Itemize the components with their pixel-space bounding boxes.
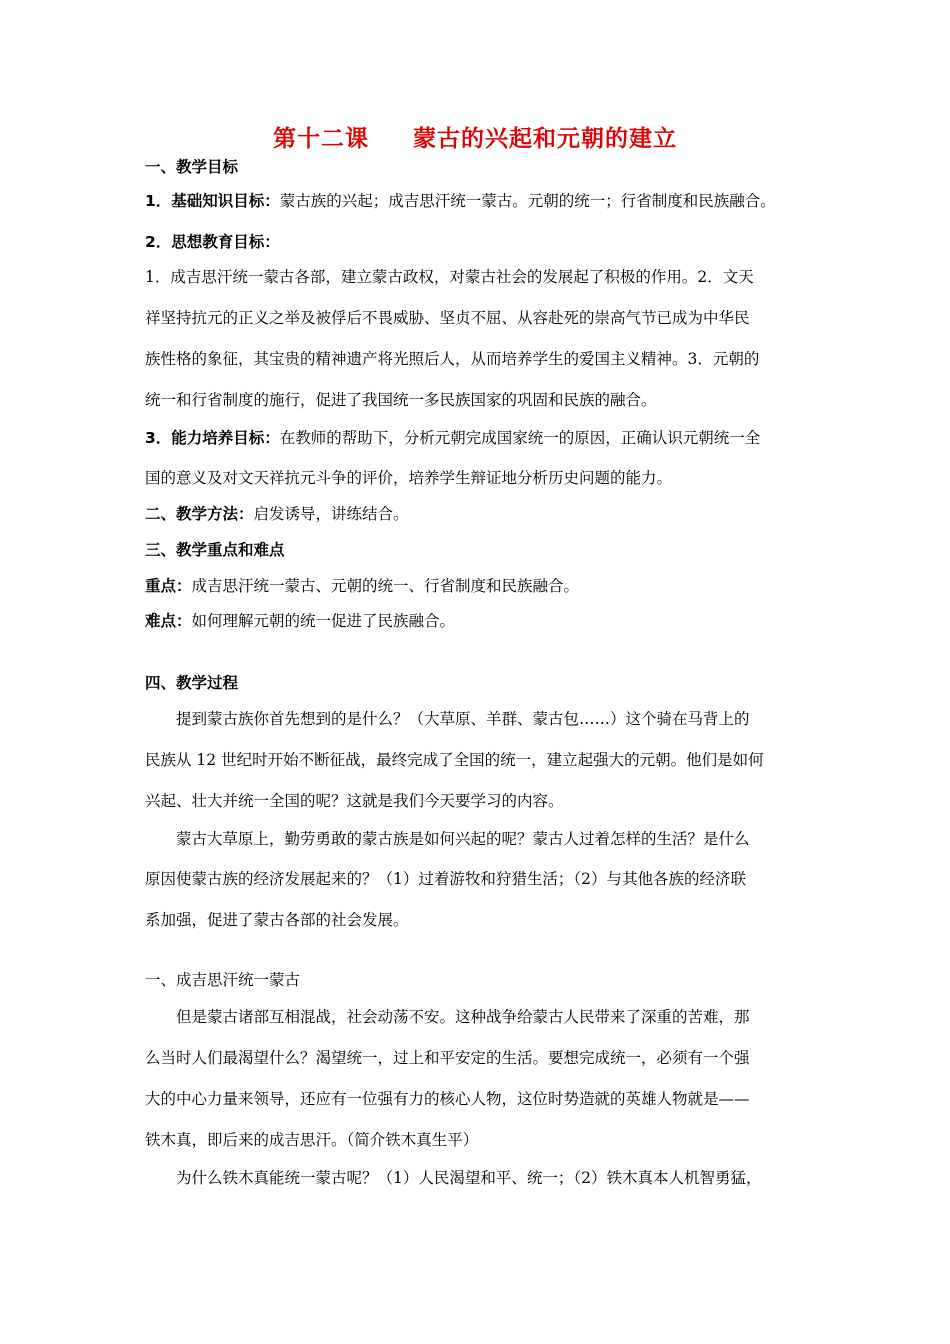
section-heading-keypoints: 三、教学重点和难点: [145, 541, 285, 559]
goal-label: 1．基础知识目标：: [145, 192, 280, 210]
key-text: 成吉思汗统一蒙古、元朝的统一、行省制度和民族融合。: [191, 577, 580, 595]
paragraph-line: 民族从 12 世纪时开始不断征战，最终完成了全国的统一，建立起强大的元朝。他们是如何: [145, 751, 764, 769]
section-methods: [145, 502, 409, 524]
section-text: 启发诱导，讲练结合。: [253, 505, 409, 523]
paragraph-line: 铁木真，即后来的成吉思汗。（简介铁木真生平）: [145, 1131, 479, 1149]
goal-ideology-label: 2．思想教育目标：: [145, 233, 280, 251]
paragraph-line: 国的意义及对文天祥抗元斗争的评价，培养学生辩证地分析历史问题的能力。: [145, 469, 673, 487]
subsection-heading: 一、成吉思汗统一蒙古: [145, 971, 301, 989]
paragraph-line: 但是蒙古诸部互相混战，社会动荡不安。这种战争给蒙古人民带来了深重的苦难，那: [176, 1008, 750, 1026]
paragraph-line: 族性格的象征，其宝贵的精神遗产将光照后人，从而培养学生的爱国主义精神。3．元朝的: [145, 350, 760, 368]
difficult-text: 如何理解元朝的统一促进了民族融合。: [191, 612, 456, 630]
lesson-number: 第十二课: [273, 126, 369, 152]
section-heading-process: 四、教学过程: [145, 674, 239, 692]
goal-text: 在教师的帮助下，分析元朝完成国家统一的原因，正确认识元朝统一全: [279, 429, 761, 447]
paragraph-line: 祥坚持抗元的正义之举及被俘后不畏威胁、坚贞不屈、从容赴死的崇高气节已成为中华民: [145, 309, 750, 327]
key-label: 重点：: [145, 577, 192, 595]
goal-text: 蒙古族的兴起；成吉思汗统一蒙古。元朝的统一；行省制度和民族融合。: [279, 192, 776, 210]
goal-label: 3．能力培养目标：: [145, 429, 280, 447]
difficult-point: [145, 609, 455, 631]
paragraph-line: 兴起、壮大并统一全国的呢？这就是我们今天要学习的内容。: [145, 792, 564, 810]
paragraph-line: 蒙古大草原上，勤劳勇敢的蒙古族是如何兴起的呢？蒙古人过着怎样的生活？是什么: [176, 830, 750, 848]
goal-basic-knowledge: [145, 189, 776, 211]
paragraph-line: 1．成吉思汗统一蒙古各部，建立蒙古政权，对蒙古社会的发展起了积极的作用。2．文天: [145, 268, 754, 286]
paragraph-line: 系加强，促进了蒙古各部的社会发展。: [145, 911, 409, 929]
paragraph-line: 为什么铁木真能统一蒙古呢？（1）人民渴望和平、统一；（2）铁木真本人机智勇猛，: [176, 1169, 762, 1187]
section-label: 二、教学方法：: [145, 505, 254, 523]
paragraph-line: 提到蒙古族你首先想到的是什么？（大草原、羊群、蒙古包……）这个骑在马背上的: [176, 710, 750, 728]
section-heading-goals: 一、教学目标: [145, 158, 239, 176]
paragraph-line: 统一和行省制度的施行，促进了我国统一多民族国家的巩固和民族的融合。: [145, 391, 657, 409]
lesson-title: [0, 120, 950, 153]
goal-ability: [145, 426, 760, 448]
paragraph-line: 么当时人们最渴望什么？渴望统一，过上和平安定的生活。要想完成统一，必须有一个强: [145, 1049, 750, 1067]
difficult-label: 难点：: [145, 612, 192, 630]
paragraph-line: 大的中心力量来领导，还应有一位强有力的核心人物，这位时势造就的英雄人物就是——: [145, 1090, 750, 1108]
paragraph-line: 原因使蒙古族的经济发展起来的？（1）过着游牧和狩猎生活；（2）与其他各族的经济联: [145, 870, 746, 888]
lesson-topic: 蒙古的兴起和元朝的建立: [413, 126, 677, 152]
key-point: [145, 574, 579, 596]
